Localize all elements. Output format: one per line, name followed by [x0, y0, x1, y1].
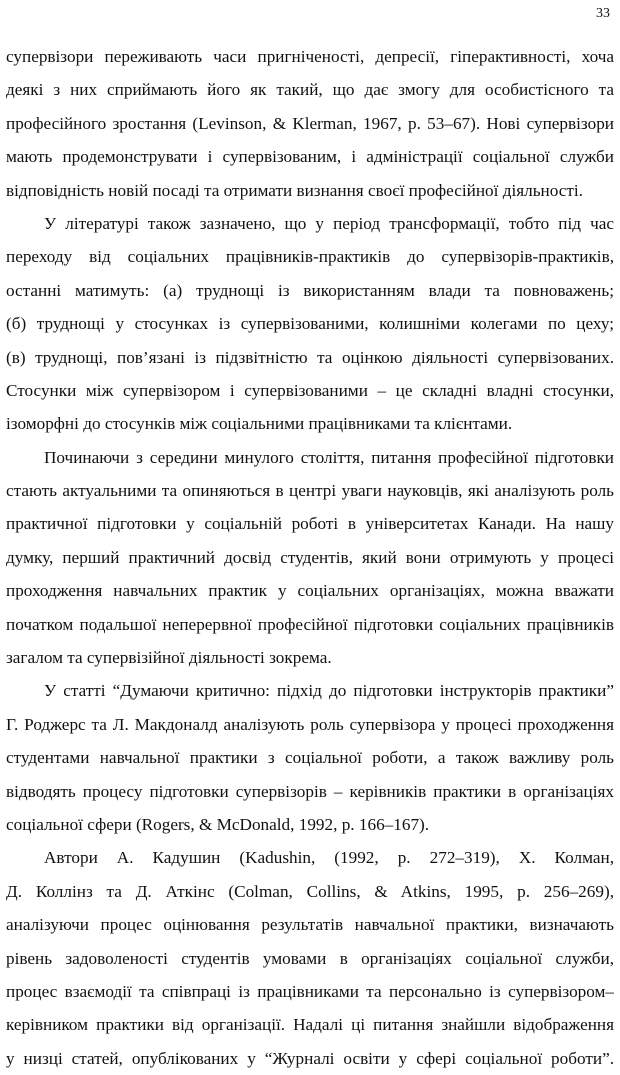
text-line: рівень задоволеності студентів умовами в організаціях соціальної служби,	[6, 948, 614, 968]
text-line: (б) труднощі у стосунках із супервізованими, колишніми колегами по цеху;	[6, 314, 614, 334]
text-line: Автори А. Кадушин (Kadushin, (1992, p. 272–319), Х. Колман,	[44, 848, 614, 868]
text-line: процес взаємодії та співпраці із працівниками та персонально із супервізором–	[6, 981, 614, 1001]
text-line: керівником практики від організації. Надалі ці питання знайшли відображення	[6, 1015, 614, 1035]
text-line: (в) труднощі, пов’язані із підзвітністю та оцінкою діяльності супервізованих.	[6, 347, 614, 367]
text-line: Стосунки між супервізором і супервізованими – це складні владні стосунки,	[6, 380, 614, 400]
text-line: практичної підготовки у соціальній роботі в університетах Канади. На нашу	[6, 514, 614, 534]
text-line: професійного зростання (Levinson, & Klerman, 1967, p. 53–67). Нові супервізори	[6, 113, 614, 133]
text-line: У літературі також зазначено, що у період трансформації, тобто під час	[44, 213, 614, 233]
text-line: останні матимуть: (а) труднощі із використанням влади та повноважень;	[6, 280, 614, 300]
text-line: відводять процесу підготовки супервізорів – керівників практики в організаціях	[6, 781, 614, 801]
text-line: ізоморфні до стосунків між соціальними працівниками та клієнтами.	[6, 414, 513, 434]
text-line: стають актуальними та опиняються в центрі уваги науковців, які аналізують роль	[6, 481, 614, 501]
text-line: у низці статей, опублікованих у “Журналі освіти у сфері соціальної роботи”.	[6, 1048, 614, 1068]
text-line: початком подальшої неперервної професійної підготовки соціальних працівників	[6, 614, 614, 634]
text-line: думку, перший практичний досвід студентів, який вони отримують у процесі	[6, 547, 614, 567]
text-line: загалом та супервізійної діяльності зокрема.	[6, 648, 332, 668]
page-number: 33	[596, 6, 610, 21]
text-line: Починаючи з середини минулого століття, питання професійної підготовки	[44, 447, 614, 467]
text-line: студентами навчальної практики з соціальної роботи, а також важливу роль	[6, 748, 614, 768]
text-line: аналізуючи процес оцінювання результатів навчальної практики, визначають	[6, 915, 614, 935]
text-line: переходу від соціальних працівників-практиків до супервізорів-практиків,	[6, 247, 614, 267]
text-line: супервізори переживають часи пригніченості, депресії, гіперактивності, хоча	[6, 47, 614, 66]
text-line: У статті “Думаючи критично: підхід до підготовки інструкторів практики”	[44, 681, 614, 701]
text-line: проходження навчальних практик у соціальних організаціях, можна вважати	[6, 581, 614, 601]
page-body	[6, 40, 614, 1075]
text-line: Г. Роджерс та Л. Макдоналд аналізують роль супервізора у процесі проходження	[6, 714, 614, 734]
text-line: відповідність новій посаді та отримати визнання своєї професійної діяльності.	[6, 180, 583, 200]
text-line: деякі з них сприймають його як такий, що дає змогу для особистісного та	[6, 80, 614, 100]
text-line: соціальної сфери (Rogers, & McDonald, 1992, p. 166–167).	[6, 814, 430, 834]
text-line: мають продемонструвати і супервізованим, і адміністрації соціальної служби	[6, 147, 614, 167]
text-line: Д. Коллінз та Д. Аткінс (Colman, Collins, & Atkins, 1995, p. 256–269),	[6, 881, 614, 901]
